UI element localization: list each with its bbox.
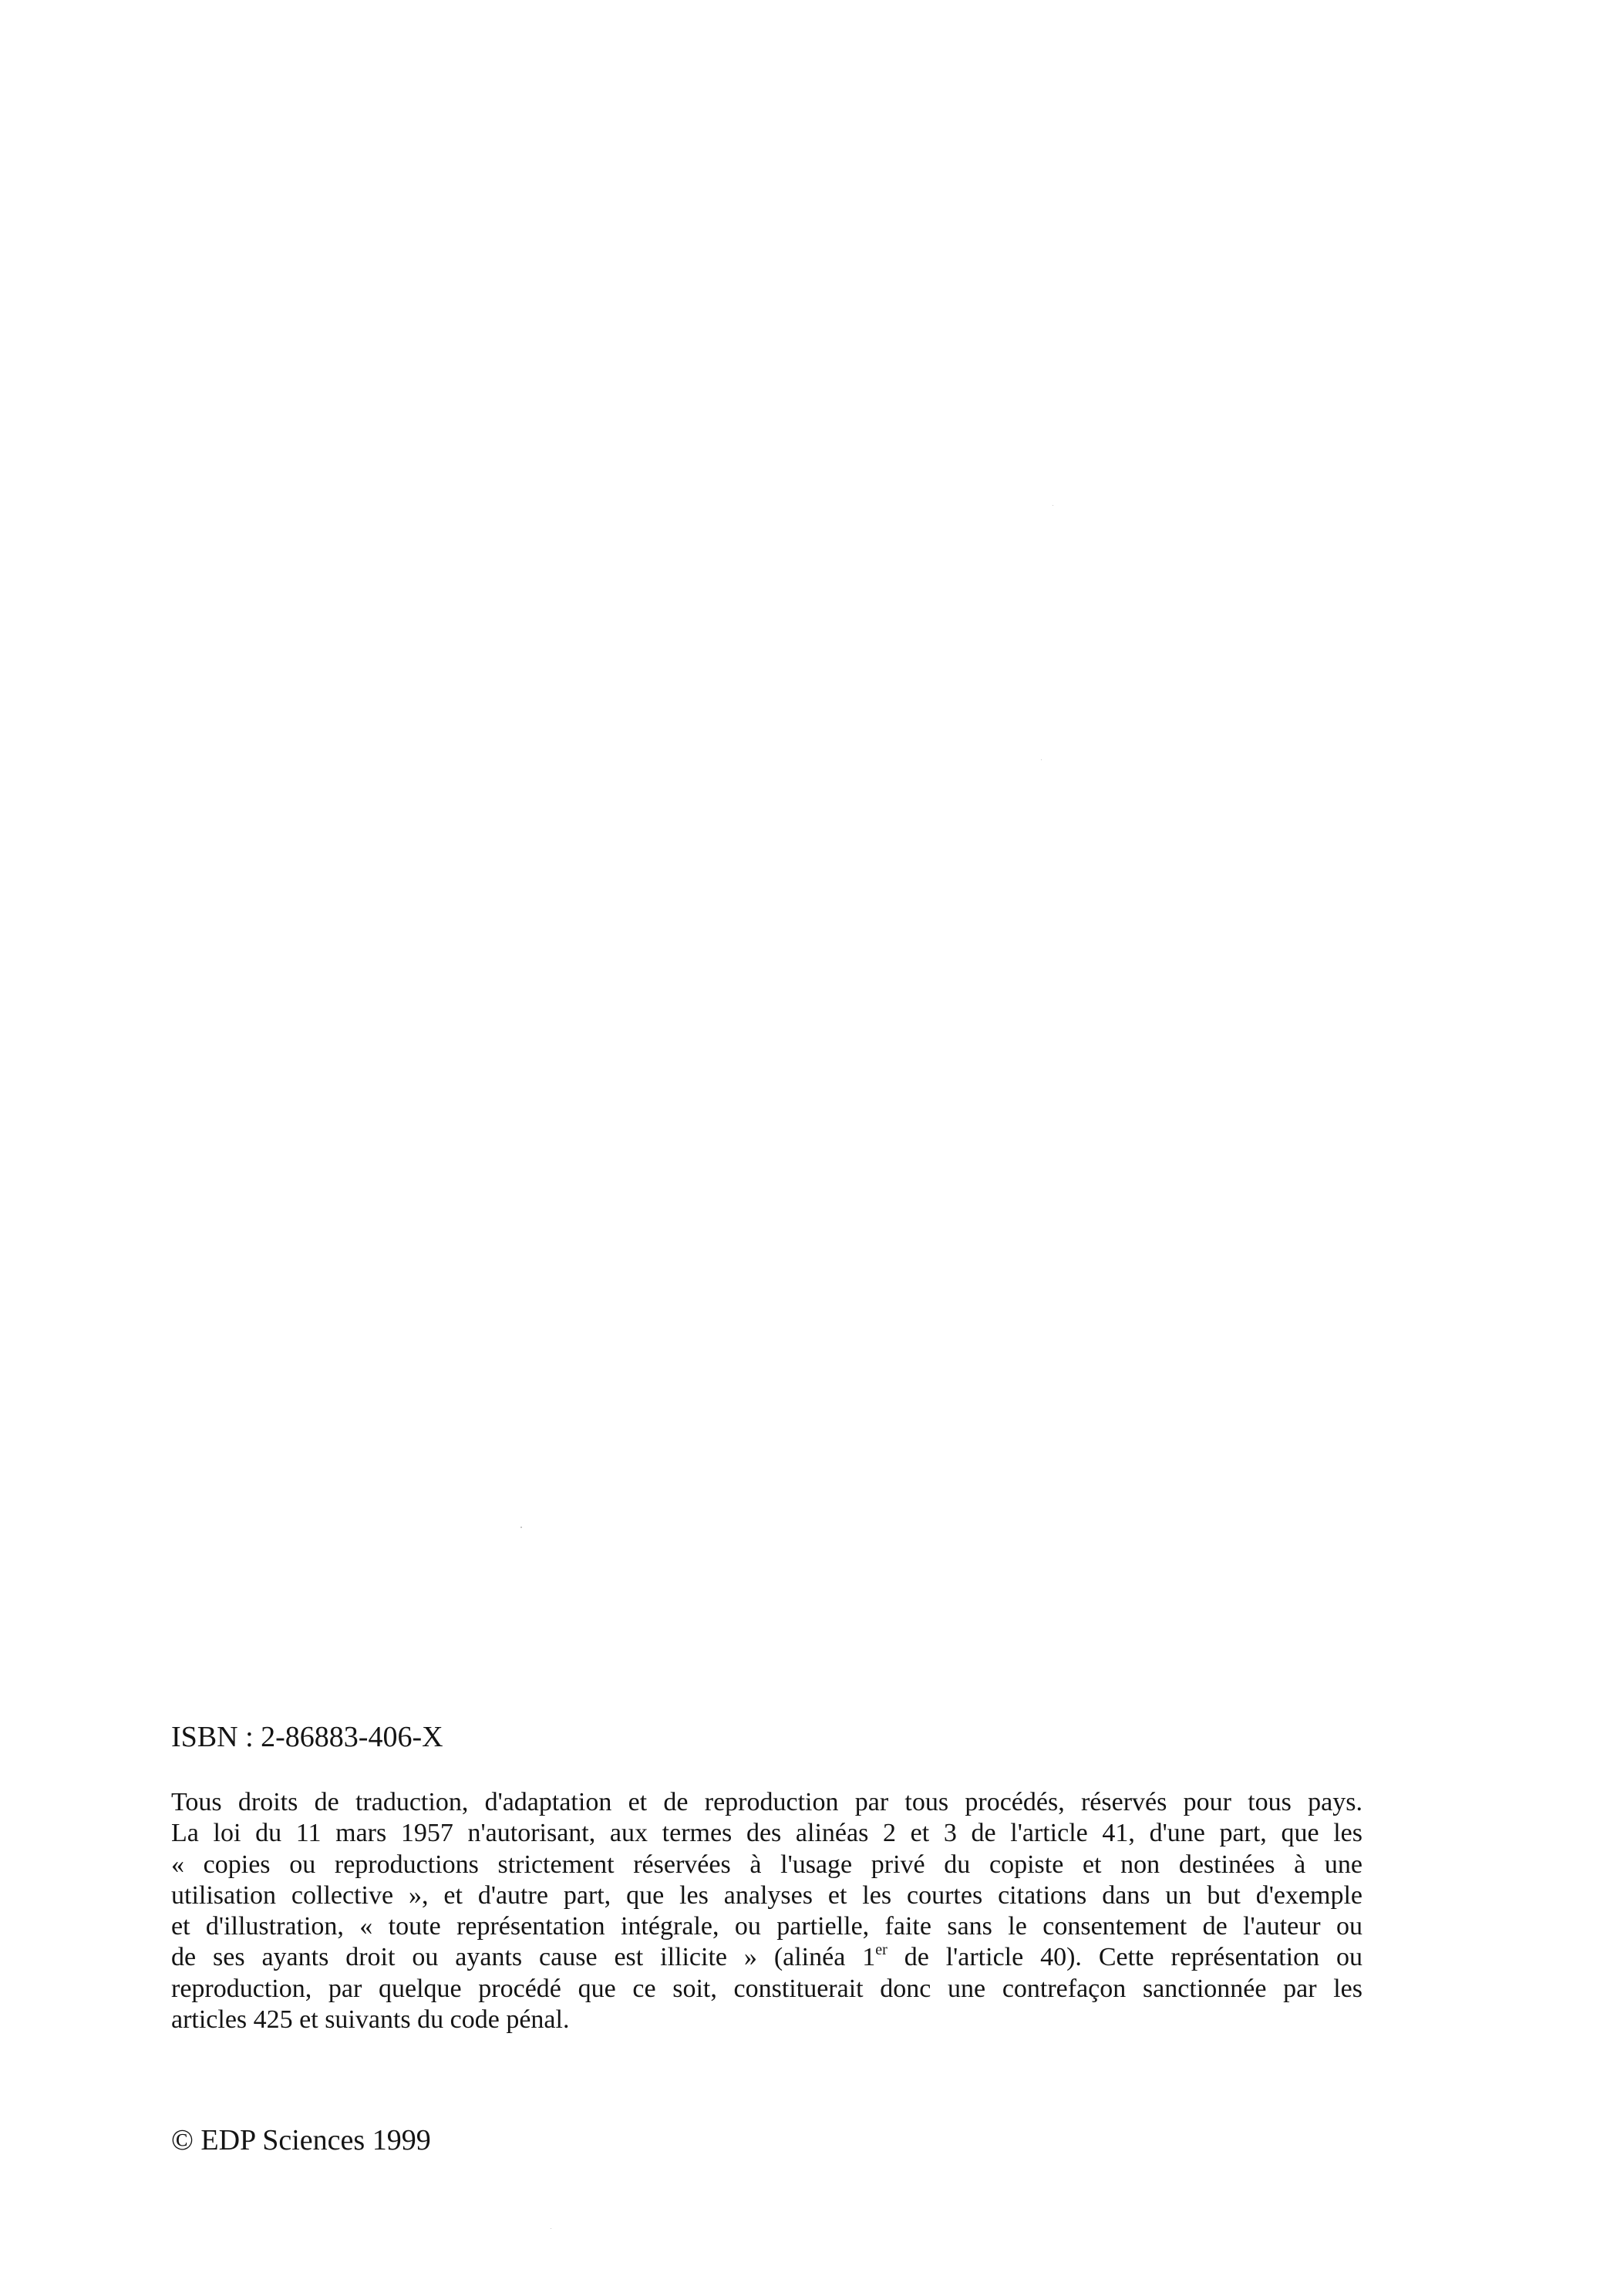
rights-line: reproduction, par quelque procédé que ce soit, constituerait donc une contrefaçon sanctionnée par les [171,1974,1362,2003]
copyright-line: © EDP Sciences 1999 [171,2124,431,2156]
rights-line: « copies ou reproductions strictement réservées à l'usage privé du copiste et non destinées à une [171,1850,1362,1879]
superscript: er [875,1941,888,1959]
rights-notice [171,1787,1362,2035]
rights-line: Tous droits de traduction, d'adaptation et de reproduction par tous procédés, réservés pour tous pays. [171,1788,1362,1816]
scan-speck [520,1527,522,1528]
rights-line-with-superscript [171,1942,1362,1973]
rights-line-part: de ses ayants droit ou ayants cause est illicite » (alinéa 1 [171,1943,876,1972]
rights-line: La loi du 11 mars 1957 n'autorisant, aux termes des alinéas 2 et 3 de l'article 41, d'une part, que les [171,1819,1362,1848]
isbn-line: ISBN : 2-86883-406-X [171,1721,443,1753]
scan-speck [1041,759,1042,760]
rights-line-final: articles 425 et suivants du code pénal. [171,2005,570,2035]
rights-line-part: de l'article 40). Cette représentation ou [887,1943,1363,1972]
rights-line: et d'illustration, « toute représentation intégrale, ou partielle, faite sans le consentement de l'auteur ou [171,1912,1362,1941]
rights-line: utilisation collective », et d'autre part, que les analyses et les courtes citations dans un but d'exemple [171,1880,1362,1910]
